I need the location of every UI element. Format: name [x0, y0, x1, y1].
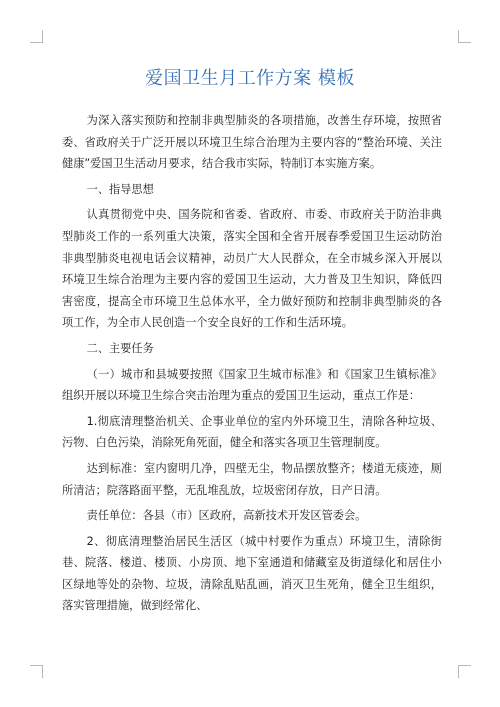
document-body	[62, 110, 442, 617]
section-heading-guiding-ideology: 一、指导思想	[86, 182, 154, 196]
item1-paragraph: 1.彻底清理整治机关、企事业单位的室内外环境卫生，清除各种垃圾、污物、白色污染，消除死角死面，健全和落实各项卫生管理制度。	[62, 414, 442, 450]
crop-mark-top-left	[30, 30, 43, 43]
item1-responsible-paragraph: 责任单位：各县（市）区政府，高新技术开发区管委会。	[86, 509, 367, 523]
crop-mark-top-right	[458, 30, 471, 43]
task1-intro-paragraph: （一）城市和县城要按照《国家卫生城市标准》和《国家卫生镇标准》组织开展以环境卫生综合突击治理为重点的爱国卫生运动，重点工作是：	[62, 367, 442, 403]
item2-paragraph: 2、彻底清理整治居民生活区（城中村要作为重点）环境卫生，清除街巷、院落、楼道、楼顶、小房顶、地下室通道和储藏室及街道绿化和居住小区绿地等处的杂物、垃圾，清除乱贴乱画，消灭卫生死角，健全卫生组织，落实管理措施，做到经常化、	[62, 534, 442, 613]
crop-mark-bottom-right	[458, 665, 471, 678]
guiding-ideology-paragraph: 认真贯彻党中央、国务院和省委、省政府、市委、市政府关于防治非典型肺炎工作的一系列重大决策，落实全国和全省开展春季爱国卫生运动防治非典型肺炎电视电话会议精神，动员广大人民群众，在全市城乡深入开展以环境卫生综合治理为主要内容的爱国卫生运动，大力普及卫生知识，降低四害密度，提高全市环境卫生总体水平，全力做好预防和控制非典型肺炎的各项工作，为全市人民创造一个安全良好的工作和生活环境。	[62, 208, 442, 330]
intro-paragraph: 为深入落实预防和控制非典型肺炎的各项措施，改善生存环境，按照省委、省政府关于广泛开展以环境卫生综合治理为主要内容的“整治环境、关注健康”爱国卫生活动月要求，结合我市实际，特制订本实施方案。	[62, 114, 442, 171]
section-heading-main-tasks: 二、主要任务	[86, 341, 154, 355]
item1-standard-paragraph: 达到标准：室内窗明几净，四壁无尘，物品摆放整齐；楼道无痰迹，厕所清洁；院落路面平整，无乱堆乱放，垃圾密闭存放，日产日清。	[62, 461, 442, 497]
crop-mark-bottom-left	[30, 665, 43, 678]
document-title: 爱国卫生月工作方案 模板	[145, 68, 355, 89]
